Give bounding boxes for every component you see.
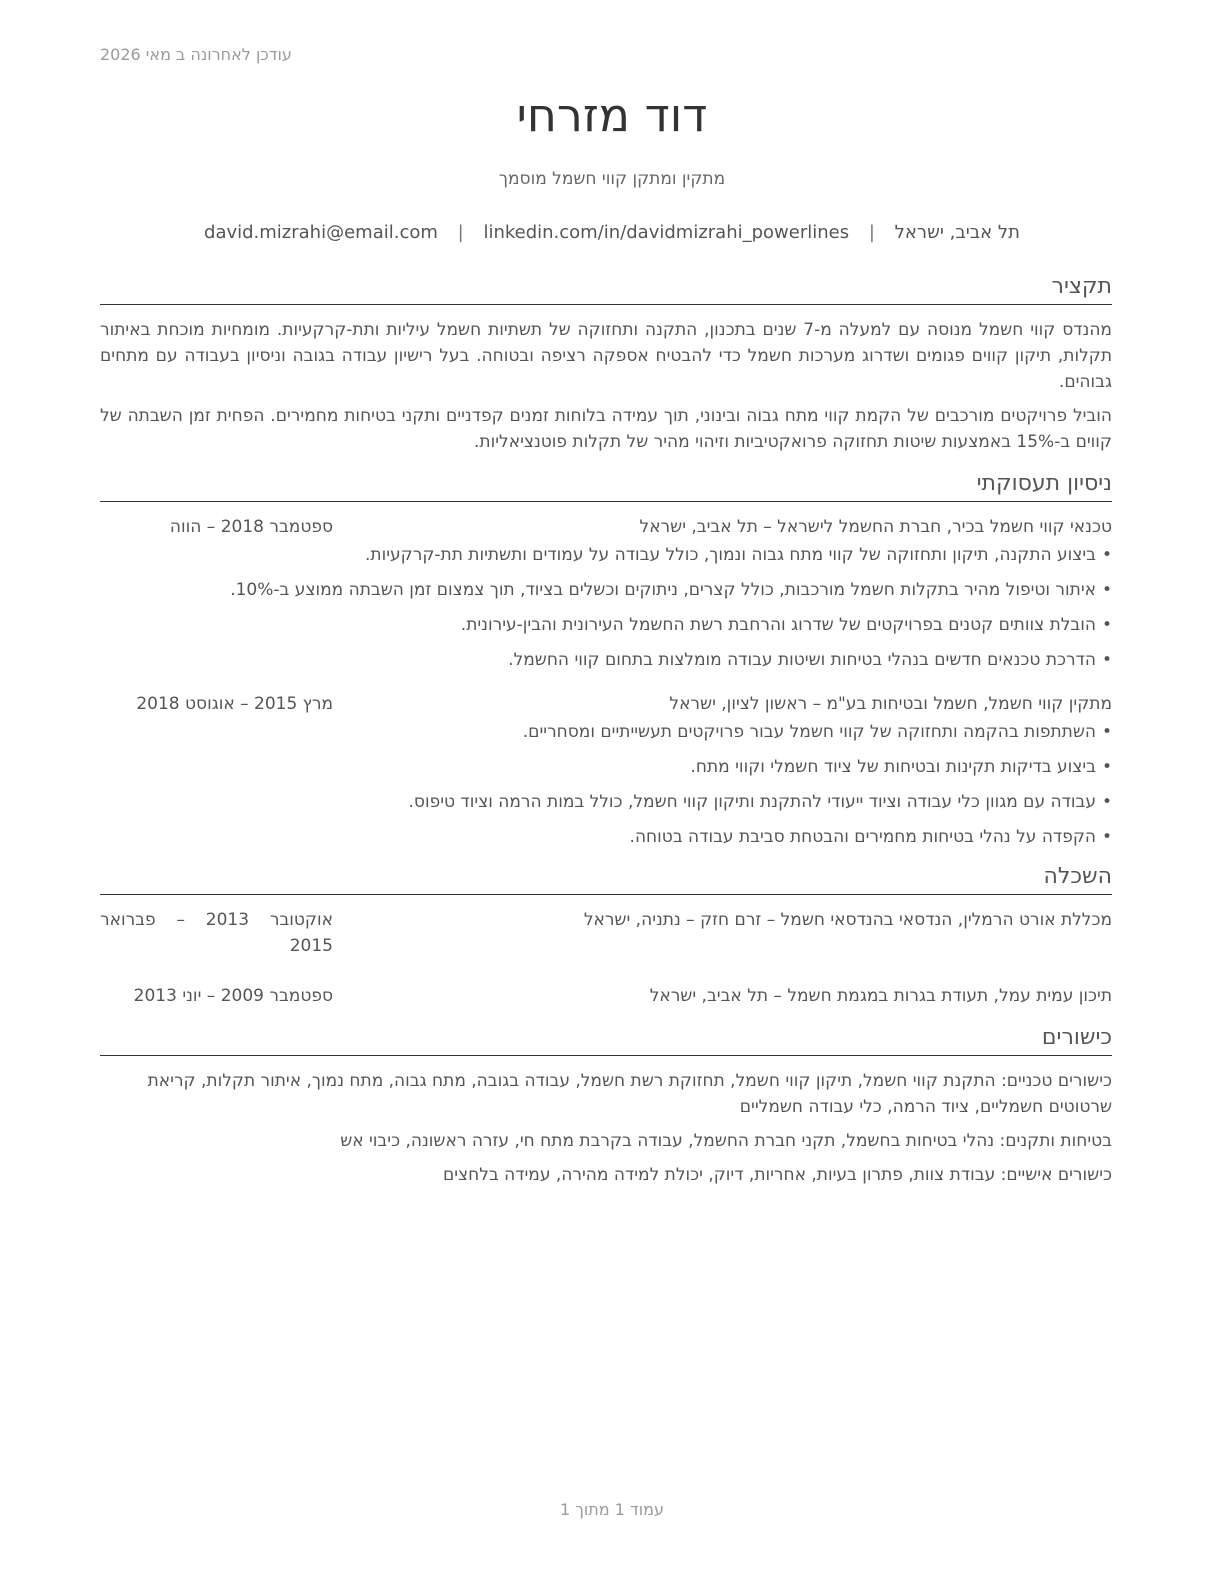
job-date: מרץ 2015 – אוגוסט 2018 bbox=[136, 694, 333, 714]
job-date: ספטמבר 2018 – הווה bbox=[169, 517, 333, 537]
linkedin-link[interactable]: linkedin.com/in/davidmizrahi_powerlines bbox=[483, 222, 850, 243]
resume-content bbox=[100, 272, 1112, 1196]
list-item: • ביצוע בדיקות תקינות ובטיחות של ציוד חשמלי וקווי מתח. bbox=[100, 754, 1112, 780]
education-entry bbox=[100, 907, 1112, 959]
job-subtitle: מתקין ומתקן קווי חשמל מוסמך bbox=[498, 169, 726, 189]
experience-section bbox=[100, 469, 1112, 850]
candidate-name: דוד מזרחי bbox=[516, 88, 708, 142]
skills-line: כישורים טכניים: התקנת קווי חשמל, תיקון קווי חשמל, תחזוקת רשת חשמל, עבודה בגובה, מתח גבוה, מתח נמוך, איתור תקלות, קריאת שרטוטים חשמליים, ציוד הרמה, כלי עבודה חשמליים bbox=[147, 1071, 1112, 1117]
education-date: אוקטובר 2013 – פברואר 2015 bbox=[100, 910, 333, 956]
job-title: טכנאי קווי חשמל בכיר, חברת החשמל לישראל – תל אביב, ישראל bbox=[639, 517, 1112, 537]
summary-paragraph: הוביל פרויקטים מורכבים של הקמת קווי מתח גבוה ובינוני, תוך עמידה בלוחות זמנים קפדניים ותקני בטיחות מחמירים. הפחית זמן השבתה של קווים ב-15% באמצעות שיטות תחזוקה פרואקטיביות וזיהוי מהיר של תקלות פוטנציאליות. bbox=[100, 406, 1112, 452]
section-title: כישורים bbox=[100, 1023, 1112, 1056]
list-item: • הדרכת טכנאים חדשים בנהלי בטיחות ושיטות עבודה מומלצות בתחום קווי החשמל. bbox=[100, 647, 1112, 673]
list-item: • איתור וטיפול מהיר בתקלות חשמל מורכבות, כולל קצרים, ניתוקים וכשלים בציוד, תוך צמצום זמן השבתה ממוצע ב-10%. bbox=[100, 577, 1112, 603]
section-title: תקציר bbox=[100, 272, 1112, 305]
skills-line: בטיחות ותקנים: נהלי בטיחות בחשמל, תקני חברת החשמל, עבודה בקרבת מתח חי, עזרה ראשונה, כיבוי אש bbox=[340, 1131, 1112, 1151]
job-bullets bbox=[100, 719, 1112, 850]
section-title: השכלה bbox=[100, 862, 1112, 895]
list-item: • הובלת צוותים קטנים בפרויקטים של שדרוג והרחבת רשת החשמל העירונית והבין-עירונית. bbox=[100, 612, 1112, 638]
skills-line: כישורים אישיים: עבודת צוות, פתרון בעיות, אחריות, דיוק, יכולת למידה מהירה, עמידה בלחצים bbox=[442, 1165, 1112, 1185]
education-title: מכללת אורט הרמלין, הנדסאי בהנדסאי חשמל – זרם חזק – נתניה, ישראל bbox=[583, 910, 1112, 930]
job-title: מתקין קווי חשמל, חשמל ובטיחות בע"מ – ראשון לציון, ישראל bbox=[669, 694, 1112, 714]
job-bullets bbox=[100, 542, 1112, 673]
list-item: • הקפדה על נהלי בטיחות מחמירים והבטחת סביבת עבודה בטוחה. bbox=[100, 824, 1112, 850]
job-entry bbox=[100, 691, 1112, 850]
contact-separator: | bbox=[868, 222, 875, 243]
location: תל אביב, ישראל bbox=[894, 222, 1020, 243]
contact-separator: | bbox=[457, 222, 464, 243]
page-number: עמוד 1 מתוך 1 bbox=[560, 1500, 664, 1519]
section-title: ניסיון תעסוקתי bbox=[100, 469, 1112, 502]
education-title: תיכון עמית עמל, תעודת בגרות במגמת חשמל – תל אביב, ישראל bbox=[649, 986, 1112, 1006]
skills-section bbox=[100, 1023, 1112, 1188]
summary-section bbox=[100, 272, 1112, 455]
last-updated: עודכן לאחרונה ב מאי 2026 bbox=[100, 45, 292, 64]
job-entry bbox=[100, 514, 1112, 673]
contact-line bbox=[0, 222, 1224, 243]
email-link[interactable]: david.mizrahi@email.com bbox=[204, 222, 438, 243]
list-item: • עבודה עם מגוון כלי עבודה וציוד ייעודי להתקנת ותיקון קווי חשמל, כולל במות הרמה וציוד טיפוס. bbox=[100, 789, 1112, 815]
summary-paragraph: מהנדס קווי חשמל מנוסה עם למעלה מ-7 שנים בתכנון, התקנה ותחזוקה של תשתיות חשמל עיליות ותת-קרקעיות. מומחיות מוכחת באיתור תקלות, תיקון קווים פגומים ושדרוג מערכות חשמל כדי להבטיח אספקה רציפה ובטוחה. בעל רישיון עבודה בגובה וניסיון בעבודה עם מתחים גבוהים. bbox=[100, 320, 1112, 392]
education-section bbox=[100, 862, 1112, 1009]
education-date: ספטמבר 2009 – יוני 2013 bbox=[133, 986, 333, 1006]
list-item: • ביצוע התקנה, תיקון ותחזוקה של קווי מתח גבוה ונמוך, כולל עבודה על עמודים ותשתיות תת-קרקעיות. bbox=[100, 542, 1112, 568]
list-item: • השתתפות בהקמה ותחזוקה של קווי חשמל עבור פרויקטים תעשייתיים ומסחריים. bbox=[100, 719, 1112, 745]
education-entry bbox=[100, 983, 1112, 1009]
